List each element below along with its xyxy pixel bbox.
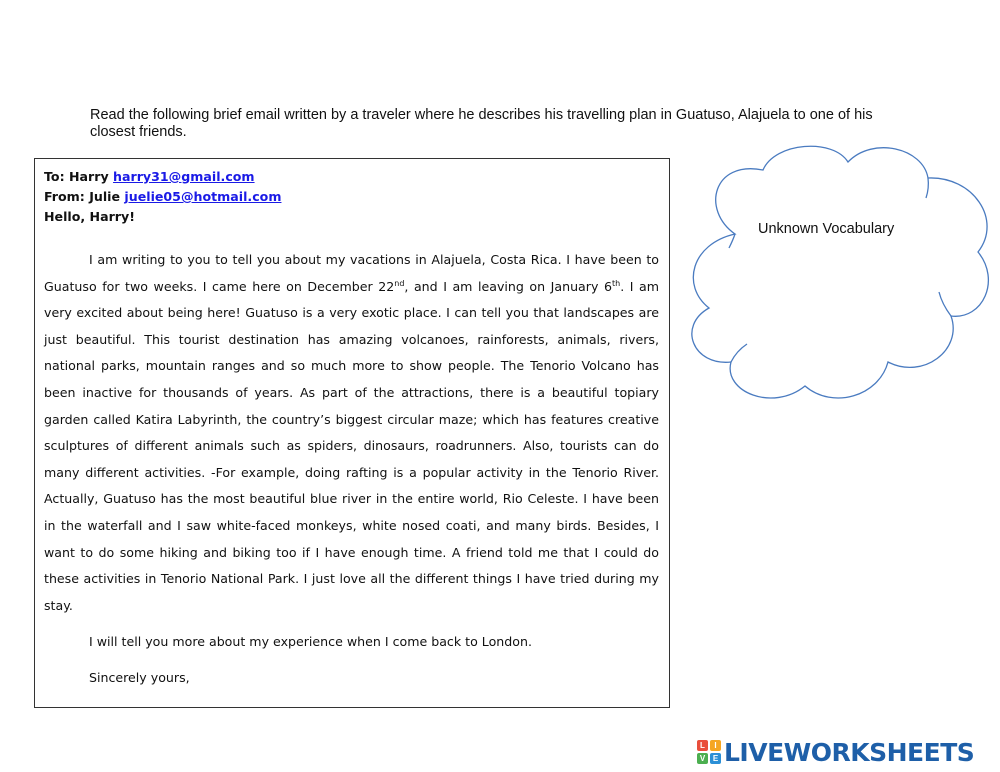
email-to-line: To: Harry harry31@gmail.com: [44, 169, 255, 184]
from-email-link[interactable]: juelie05@hotmail.com: [124, 189, 282, 204]
email-closing-paragraph: I will tell you more about my experience when I come back to London.: [89, 634, 532, 650]
logo-text: LIVEWORKSHEETS: [724, 737, 975, 767]
email-signoff: Sincerely yours,: [89, 670, 190, 686]
cloud-label: Unknown Vocabulary: [758, 221, 895, 237]
vocabulary-cloud[interactable]: [683, 140, 1000, 426]
instructions-text: Read the following brief email written by a traveler where he describes his travelling plan in Guatuso, Alajuela to one of his closest friends.: [90, 107, 873, 140]
email-from-line: From: Julie juelie05@hotmail.com: [44, 189, 282, 204]
to-email-link[interactable]: harry31@gmail.com: [113, 169, 255, 184]
liveworksheets-logo: [697, 736, 974, 768]
email-box: [34, 158, 670, 708]
email-greeting: Hello, Harry!: [44, 209, 135, 224]
logo-icon: L I V E: [697, 740, 721, 764]
email-body: I am writing to you to tell you about my vacations in Alajuela, Costa Rica. I have been to Guatuso for two weeks. I came here on December 22nd, and I am leaving on January 6th. I am very excited about being here! Guatuso is a very exotic place. I can tell you that landscapes are just beautiful. This tourist destination has amazing volcanoes, rainforests, animals, rivers, national parks, mountain ranges and so much more to show people. The Tenorio Volcano has been inactive for thousands of years. As part of the attractions, there is a beautiful topiary garden called Katira Labyrinth, the country’s biggest circular maze; which has features creative sculptures of different animals such as spiders, dinosaurs, roadrunners. Also, tourists can do many different activities. -For example, doing rafting is a popular activity in the Tenorio River. Actually, Guatuso has the most beautiful blue river in the entire world, Rio Celeste. I have been in the waterfall and I saw white-faced monkeys, white nosed coati, and many birds. Besides, I want to do some hiking and biking too if I have enough time. A friend told me that I could do these activities in Tenorio National Park. I just love all the different things I have tried during my stay.: [44, 252, 659, 613]
